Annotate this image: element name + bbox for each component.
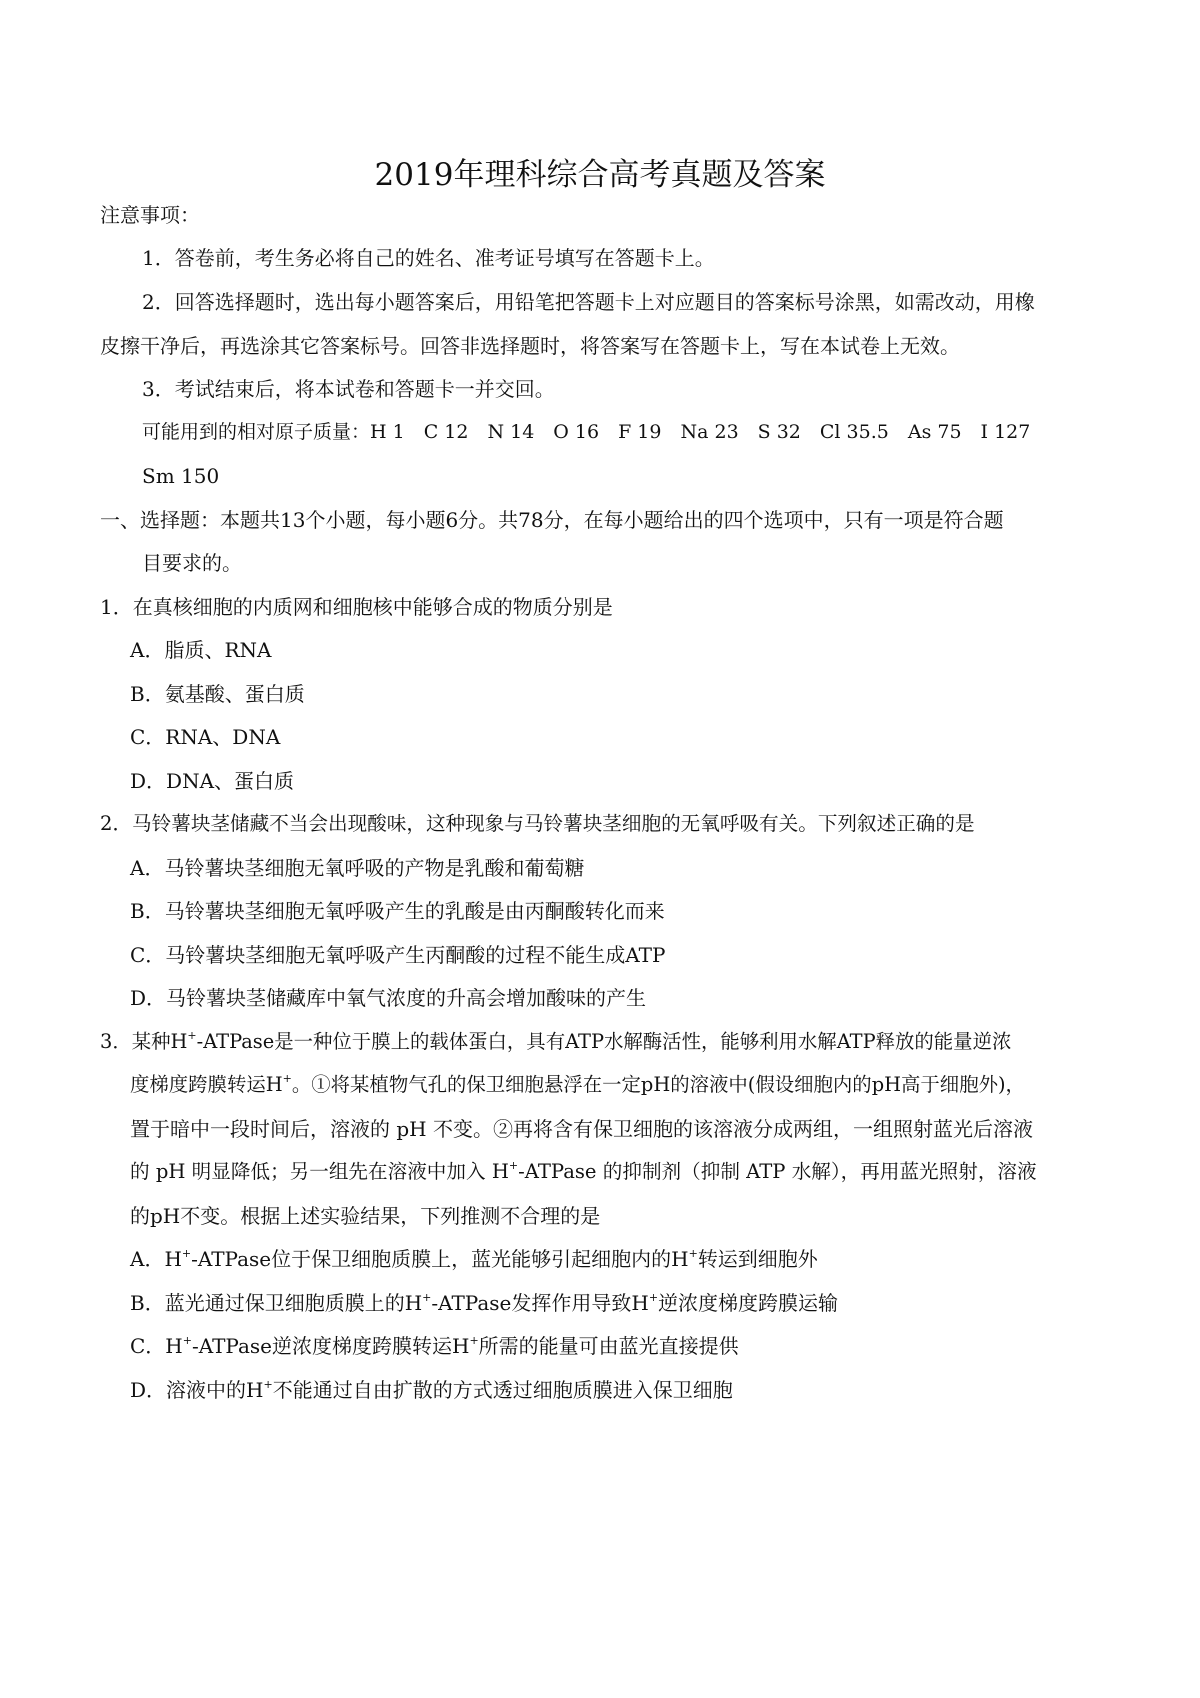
question-1-option-c: C．RNA、DNA (130, 725, 281, 749)
notice-item-2-line-1: 2．回答选择题时，选出每小题答案后，用铅笔把答题卡上对应题目的答案标号涂黑，如需改动，用橡 (142, 290, 1035, 314)
question-3-stem-line-2: 度梯度跨膜转运H+。①将某植物气孔的保卫细胞悬浮在一定pH的溶液中(假设细胞内的pH高于细胞外)， (130, 1072, 1025, 1096)
question-1-option-a: A．脂质、RNA (130, 638, 272, 662)
question-3-stem-line-3: 置于暗中一段时间后，溶液的 pH 不变。②再将含有保卫细胞的该溶液分成两组，一组照射蓝光后溶液 (130, 1117, 1033, 1141)
section-heading-line-1: 一、选择题：本题共13个小题，每小题6分。共78分，在每小题给出的四个选项中，只有一项是符合题 (100, 508, 1004, 532)
notice-item-1: 1．答卷前，考生务必将自己的姓名、准考证号填写在答题卡上。 (142, 246, 715, 270)
question-3-option-b: B．蓝光通过保卫细胞质膜上的H+-ATPase发挥作用导致H+逆浓度梯度跨膜运输 (130, 1291, 839, 1315)
atomic-masses-line-2: Sm 150 (142, 464, 220, 488)
question-1-option-d: D．DNA、蛋白质 (130, 769, 295, 793)
question-2-option-d: D．马铃薯块茎储藏库中氧气浓度的升高会增加酸味的产生 (130, 986, 647, 1010)
question-2-option-b: B．马铃薯块茎细胞无氧呼吸产生的乳酸是由丙酮酸转化而来 (130, 899, 665, 923)
question-3-option-a: A．H+-ATPase位于保卫细胞质膜上，蓝光能够引起细胞内的H+转运到细胞外 (130, 1247, 818, 1271)
question-2-option-c: C．马铃薯块茎细胞无氧呼吸产生丙酮酸的过程不能生成ATP (130, 943, 666, 967)
question-3-stem-line-4: 的 pH 明显降低；另一组先在溶液中加入 H+-ATPase 的抑制剂（抑制 ATP 水解），再用蓝光照射，溶液 (130, 1159, 1037, 1183)
notice-item-3: 3．考试结束后，将本试卷和答题卡一并交回。 (142, 377, 555, 401)
question-2-option-a: A．马铃薯块茎细胞无氧呼吸的产物是乳酸和葡萄糖 (130, 856, 585, 880)
page-title: 2019年理科综合高考真题及答案 (374, 157, 826, 193)
section-heading-line-2: 目要求的。 (142, 551, 242, 575)
question-3-option-d: D．溶液中的H+不能通过自由扩散的方式透过细胞质膜进入保卫细胞 (130, 1378, 733, 1402)
question-1-stem: 1．在真核细胞的内质网和细胞核中能够合成的物质分别是 (100, 595, 613, 619)
question-2-stem: 2．马铃薯块茎储藏不当会出现酸味，这种现象与马铃薯块茎细胞的无氧呼吸有关。下列叙述正确的是 (100, 812, 975, 835)
question-3-stem-line-1: 3．某种H+-ATPase是一种位于膜上的载体蛋白，具有ATP水解酶活性，能够利用水解ATP释放的能量逆浓 (100, 1029, 1012, 1053)
question-1-option-b: B．氨基酸、蛋白质 (130, 682, 305, 706)
question-3-stem-line-5: 的pH不变。根据上述实验结果，下列推测不合理的是 (130, 1204, 601, 1228)
notice-item-2-line-2: 皮擦干净后，再选涂其它答案标号。回答非选择题时，将答案写在答题卡上，写在本试卷上无效。 (100, 334, 960, 358)
notice-heading: 注意事项： (100, 203, 200, 227)
question-3-option-c: C．H+-ATPase逆浓度梯度跨膜转运H+所需的能量可由蓝光直接提供 (130, 1334, 739, 1358)
atomic-masses-line-1: 可能用到的相对原子质量：H 1 C 12 N 14 O 16 F 19 Na 23 S 32 Cl 35.5 As 75 I 127 (142, 421, 1031, 443)
